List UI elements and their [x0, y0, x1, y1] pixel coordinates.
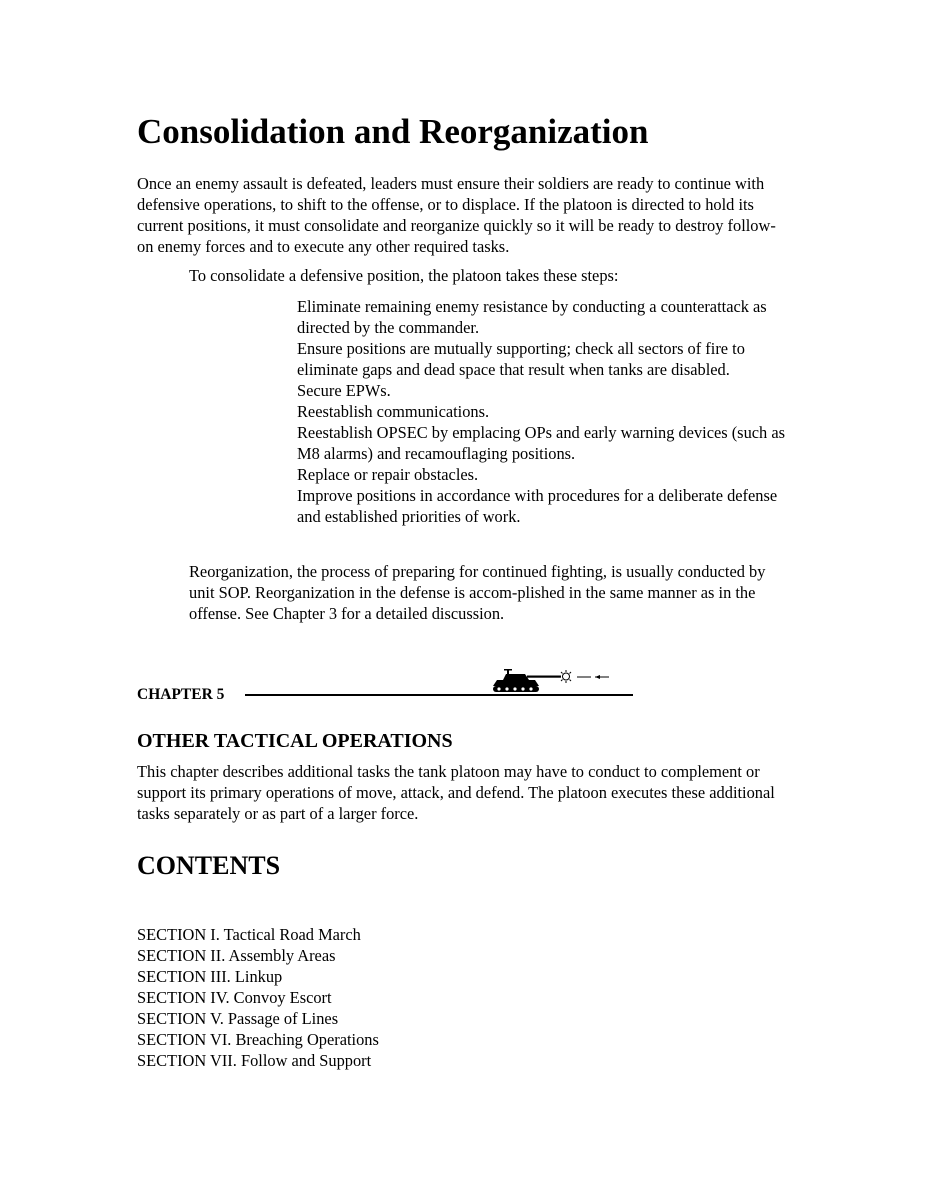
step-item: Improve positions in accordance with procedures for a deliberate defense and established priorities of work. [297, 486, 778, 526]
contents-item: SECTION II. Assembly Areas [137, 946, 336, 965]
contents-item: SECTION I. Tactical Road March [137, 925, 361, 944]
contents-item: SECTION V. Passage of Lines [137, 1009, 339, 1028]
chapter-heading: OTHER TACTICAL OPERATIONS [137, 730, 453, 752]
contents-item: SECTION VII. Follow and Support [137, 1051, 372, 1070]
contents-item: SECTION VI. Breaching Operations [137, 1030, 379, 1049]
step-item: Reestablish OPSEC by emplacing OPs and early warning devices (such as M8 alarms) and recamouflaging positions. [297, 423, 785, 463]
contents-item: SECTION III. Linkup [137, 967, 283, 986]
chapter-header-row [137, 664, 637, 704]
chapter-label: CHAPTER 5 [137, 686, 225, 703]
contents-item: SECTION IV. Convoy Escort [137, 988, 332, 1007]
intro-paragraph: Once an enemy assault is defeated, leaders must ensure their soldiers are ready to continue with defensive operations, to shift to the offense, or to displace. If the platoon is directed to hold its current positions, it must consolidate and reorganize quickly so it will be ready to destroy follow-on enemy forces and to execute any other required tasks. [137, 174, 776, 256]
step-item: Reestablish communications. [297, 402, 490, 421]
consolidation-steps-list [297, 296, 787, 527]
page-title: Consolidation and Reorganization [137, 112, 649, 151]
chapter-description: This chapter describes additional tasks the tank platoon may have to conduct to complement or support its primary operations of move, attack, and defend. The platoon executes these additional tasks separately or as part of a larger force. [137, 762, 775, 823]
step-item: Replace or repair obstacles. [297, 465, 479, 484]
reorganization-paragraph: Reorganization, the process of preparing for continued fighting, is usually conducted by unit SOP. Reorganization in the defense is accom-plished in the same manner as in the offense. See Chapter 3 for a detailed discussion. [189, 562, 766, 623]
tank-firing-icon [487, 664, 617, 696]
steps-lead: To consolidate a defensive position, the platoon takes these steps: [189, 266, 619, 285]
step-item: Ensure positions are mutually supporting; check all sectors of fire to eliminate gaps and dead space that result when tanks are disabled. [297, 339, 745, 379]
contents-heading: CONTENTS [137, 851, 281, 880]
contents-list [137, 924, 379, 1071]
step-item: Eliminate remaining enemy resistance by conducting a counterattack as directed by the commander. [297, 297, 767, 337]
step-item: Secure EPWs. [297, 381, 391, 400]
